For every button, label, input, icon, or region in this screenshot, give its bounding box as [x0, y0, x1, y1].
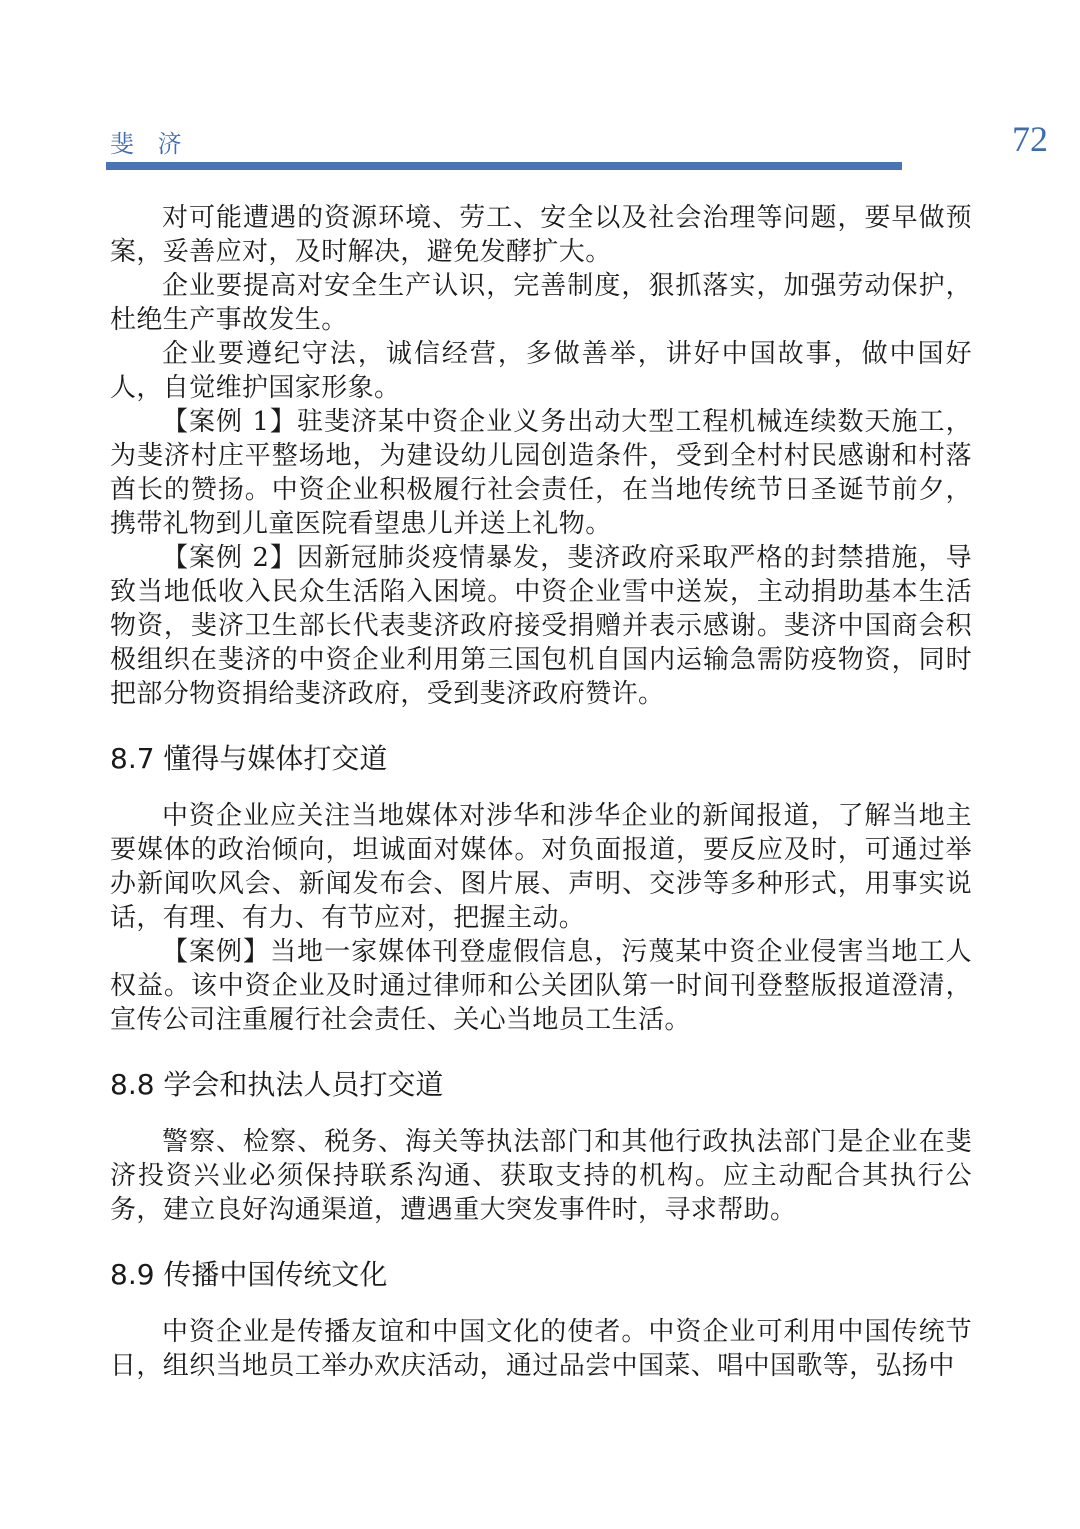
page-number: 72 — [1012, 119, 1048, 159]
paragraph-media-case: 【案例】当地一家媒体刊登虚假信息，污蔑某中资企业侵害当地工人权益。该中资企业及时通过律师和公关团队第一时间刊登整版报道澄清，宣传公司注重履行社会责任、关心当地员工生活。 — [110, 937, 972, 1035]
page-body — [110, 201, 972, 1383]
section-heading-8-9: 8.9 传播中国传统文化 — [110, 1258, 388, 1291]
paragraph-media-relations: 中资企业应关注当地媒体对涉华和涉华企业的新闻报道，了解当地主要媒体的政治倾向，坦诚面对媒体。对负面报道，要反应及时，可通过举办新闻吹风会、新闻发布会、图片展、声明、交涉等多种形式，用事实说话，有理、有力、有节应对，把握主动。 — [110, 801, 972, 933]
paragraph-law-abiding: 企业要遵纪守法，诚信经营，多做善举，讲好中国故事，做中国好人，自觉维护国家形象。 — [110, 339, 972, 403]
paragraph-case-1: 【案例 1】驻斐济某中资企业义务出动大型工程机械连续数天施工，为斐济村庄平整场地，为建设幼儿园创造条件，受到全村村民感谢和村落酋长的赞扬。中资企业积极履行社会责任，在当地传统节日圣诞节前夕，携带礼物到儿童医院看望患儿并送上礼物。 — [110, 407, 972, 539]
running-header-title: 斐 济 — [110, 130, 190, 158]
paragraph-risk-planning: 对可能遭遇的资源环境、劳工、安全以及社会治理等问题，要早做预案，妥善应对，及时解决，避免发酵扩大。 — [110, 203, 972, 267]
paragraph-law-enforcement: 警察、检察、税务、海关等执法部门和其他行政执法部门是企业在斐济投资兴业必须保持联系沟通、获取支持的机构。应主动配合其执行公务，建立良好沟通渠道，遭遇重大突发事件时，寻求帮助。 — [110, 1127, 972, 1225]
paragraph-safety-production: 企业要提高对安全生产认识，完善制度，狠抓落实，加强劳动保护，杜绝生产事故发生。 — [110, 271, 972, 335]
paragraph-chinese-culture: 中资企业是传播友谊和中国文化的使者。中资企业可利用中国传统节日，组织当地员工举办欢庆活动，通过品尝中国菜、唱中国歌等，弘扬中 — [110, 1317, 972, 1381]
header-rule — [106, 162, 902, 170]
paragraph-case-2: 【案例 2】因新冠肺炎疫情暴发，斐济政府采取严格的封禁措施，导致当地低收入民众生活陷入困境。中资企业雪中送炭，主动捐助基本生活物资，斐济卫生部长代表斐济政府接受捐赠并表示感谢。斐济中国商会积极组织在斐济的中资企业利用第三国包机自国内运输急需防疫物资，同时把部分物资捐给斐济政府，受到斐济政府赞许。 — [110, 543, 972, 709]
section-heading-8-7: 8.7 懂得与媒体打交道 — [110, 742, 388, 775]
section-heading-8-8: 8.8 学会和执法人员打交道 — [110, 1068, 444, 1101]
